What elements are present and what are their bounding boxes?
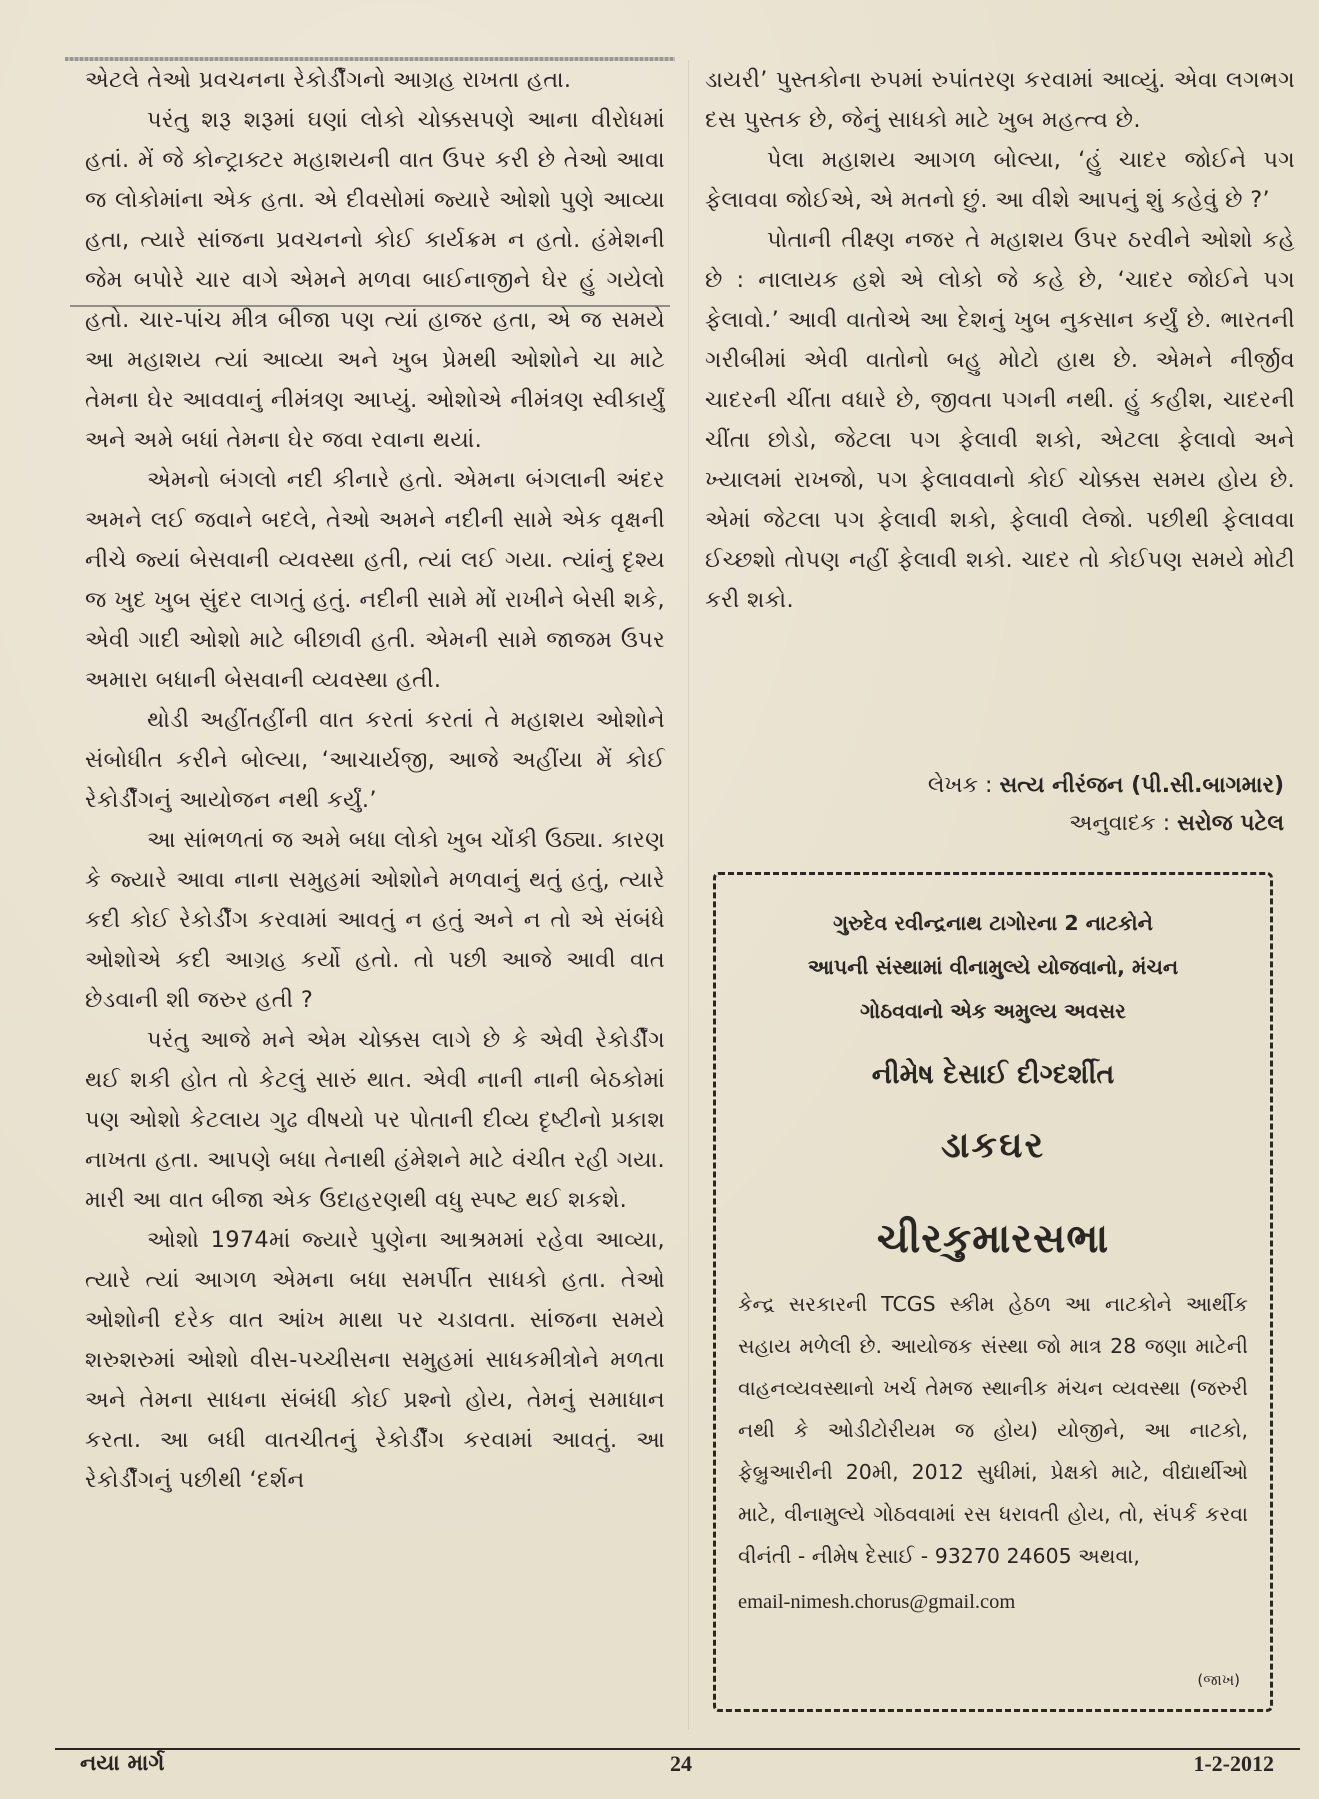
paragraph: એટલે તેઓ પ્રવચનના રેકોર્ડીંગનો આગ્રહ રાખતા હતા. bbox=[85, 67, 572, 93]
paragraph: પરંતુ શરૂ શરૂમાં ઘણાં લોકો ચોક્કસપણે આના વીરોધમાં હતાં. મેં જે કોન્ટ્રાક્ટર મહાશયની વાત ઉપર કરી છે તેઓ આવા જ લોકોમાંના એક હતા. એ દીવસોમાં જ્યારે ઓશો પુણે આવ્યા હતા, ત્યારે સાંજના પ્રવચનનો કોઈ કાર્યક્રમ ન હતો. હંમેશની જેમ બપોરે ચાર વાગે એમને મળવા બાઈનાજીને ઘેર હું ગયેલો હતો. ચાર-પાંચ મીત્ર બીજા પણ ત્યાં હાજર હતા, એ જ સમયે આ મહાશય ત્યાં આવ્યા અને ખુબ પ્રેમથી ઓશોને ચા માટે તેમના ઘેર આવવાનું નીમંત્રણ આપ્યું. ઓશોએ નીમંત્રણ સ્વીકાર્યું અને અમે બધાં તેમના ઘેર જવા રવાના થયાં. bbox=[85, 107, 665, 453]
paragraph: ડાયરી’ પુસ્તકોના રુપમાં રુપાંતરણ કરવામાં આવ્યું. એવા લગભગ દસ પુસ્તક છે, જેનું સાધકો માટે ખુબ મહત્ત્વ છે. bbox=[705, 67, 1295, 133]
ad-headline-2: આપની સંસ્થામાં વીનામુલ્યે યોજવાનો, મંચન bbox=[807, 955, 1179, 979]
ad-director: નીમેષ દેસાઈ દીગ્દર્શીત bbox=[871, 1059, 1115, 1090]
ad-body-text: કેન્દ્ર સરકારની TCGS સ્કીમ હેઠળ આ નાટકોને આર્થીક સહાય મળેલી છે. આયોજક સંસ્થા જો માત્ર 28 જણા માટેની વાહનવ્યવસ્થાનો ખર્ચ તેમજ સ્થાનીક મંચન વ્યવસ્થા (જરુરી નથી કે ઓડીટોરીયમ જ હોય) યોજીને, આ નાટકો, ફેબ્રુઆરીની 20મી, 2012 સુધીમાં, પ્રેક્ષકો માટે, વીદ્યાર્થીઓ માટે, વીનામુલ્યે ગોઠવવામાં રસ ધરાવતી હોય, તો, સંપર્ક કરવા વીનંતી - નીમેષ દેસાઈ - 93270 24605 અથવા, bbox=[738, 1292, 1248, 1568]
paragraph: એમનો બંગલો નદી કીનારે હતો. એમના બંગલાની અંદર અમને લઈ જવાને બદલે, તેઓ અમને નદીની સામે એક વૃક્ષની નીચે જ્યાં બેસવાની વ્યવસ્થા હતી, ત્યાં લઈ ગયા. ત્યાંનું દૃશ્ય જ ખુદ ખુબ સુંદર લાગતું હતું. નદીની સામે મોં રાખીને બેસી શકે, એવી ગાદી ઓશો માટે બીછાવી હતી. એમની સામે જાજમ ઉપર અમારા બધાની બેસવાની વ્યવસ્થા હતી. bbox=[85, 467, 665, 693]
paragraph: પરંતુ આજે મને એમ ચોક્કસ લાગે છે કે એવી રેકોર્ડીંગ થઈ શકી હોત તો કેટલું સારું થાત. એવી નાની નાની બેઠકોમાં પણ ઓશો કેટલાય ગુઢ વીષયો પર પોતાની દીવ્ય દૃષ્ટીનો પ્રકાશ નાખતા હતા. આપણે બધા તેનાથી હંમેશને માટે વંચીત રહી ગયા. મારી આ વાત બીજા એક ઉદાહરણથી વધુ સ્પષ્ટ થઈ શકશે. bbox=[85, 1027, 665, 1213]
ad-headline-3: ગોઠવવાનો એક અમુલ્ય અવસર bbox=[860, 999, 1126, 1023]
left-column bbox=[85, 60, 665, 1500]
advertisement-box bbox=[713, 872, 1273, 1712]
column-divider bbox=[688, 60, 689, 1730]
translator-line bbox=[928, 805, 1284, 843]
right-column bbox=[705, 60, 1295, 620]
ad-play-title-2: ચીરકુમારસભા bbox=[876, 1216, 1110, 1262]
paragraph: આ સાંભળતાં જ અમે બધા લોકો ખુબ ચોંકી ઉઠ્યા. કારણ કે જ્યારે આવા નાના સમુહમાં ઓશોને મળવાનું થતું હતું, ત્યારે કદી કોઈ રેકોર્ડીંગ કરવામાં આવતું ન હતું અને ન તો એ સંબંધે ઓશોએ કદી આગ્રહ કર્યો હતો. તો પછી આજે આવી વાત છેડવાની શી જરુર હતી ? bbox=[85, 827, 665, 1013]
strike-line bbox=[70, 305, 670, 307]
footer-rule bbox=[55, 1748, 1300, 1750]
ad-email[interactable]: email-nimesh.chorus@gmail.com bbox=[738, 1591, 1016, 1613]
paragraph: પેલા મહાશય આગળ બોલ્યા, ‘હું ચાદર જોઈને પગ ફેલાવવા જોઈએ, એ મતનો છું. આ વીશે આપનું શું કહેવું છે ?’ bbox=[705, 147, 1295, 213]
translator-label: અનુવાદક : bbox=[1069, 811, 1171, 836]
author-name: સત્ય નીરંજન (પી.સી.બાગમાર) bbox=[999, 773, 1284, 798]
paragraph: થોડી અહીંતહીંની વાત કરતાં કરતાં તે મહાશય ઓશોને સંબોધીત કરીને બોલ્યા, ‘આચાર્યજી, આજે અહીંયા મેં કોઈ રેકોર્ડીંગનું આયોજન નથી કર્યું.’ bbox=[85, 707, 665, 813]
footer-page-number: 24 bbox=[670, 1751, 692, 1776]
footer-date: 1-2-2012 bbox=[1193, 1751, 1274, 1776]
paragraph: ઓશો 1974માં જ્યારે પુણેના આશ્રમમાં રહેવા આવ્યા, ત્યારે ત્યાં આગળ એમના બધા સમર્પીત સાધકો હતા. તેઓ ઓશોની દરેક વાત આંખ માથા પર ચડાવતા. સાંજના સમયે શરુશરુમાં ઓશો વીસ-પચ્ચીસના સમુહમાં સાધકમીત્રોને મળતા અને તેમના સાધના સંબંધી કોઈ પ્રશ્નો હોય, તેમનું સમાધાન કરતા. આ બધી વાતચીતનું રેકોર્ડીંગ કરવામાં આવતું. આ રેકોર્ડીંગનું પછીથી ‘દર્શન bbox=[85, 1227, 665, 1493]
ad-tag: (જાખ) bbox=[1197, 1671, 1240, 1689]
ad-headline-1: ગુરુદેવ રવીન્દ્રનાથ ટાગોરના 2 નાટકોને bbox=[833, 911, 1153, 935]
author-line bbox=[928, 767, 1284, 805]
footer-publication: નયા માર્ગ bbox=[80, 1751, 165, 1776]
ad-play-title-1: ડાકઘર bbox=[940, 1125, 1046, 1166]
author-label: લેખક : bbox=[927, 773, 993, 798]
paragraph: પોતાની તીક્ષ્ણ નજર તે મહાશય ઉપર ઠરવીને ઓશો કહે છે : નાલાયક હશે એ લોકો જે કહે છે, ‘ચાદર જોઈને પગ ફેલાવો.’ આવી વાતોએ આ દેશનું ખુબ નુકસાન કર્યું છે. ભારતની ગરીબીમાં એવી વાતોનો બહુ મોટો હાથ છે. એમને નીર્જીવ ચાદરની ચીંતા વધારે છે, જીવતા પગની નથી. હું કહીશ, ચાદરની ચીંતા છોડો, જેટલા પગ ફેલાવી શકો, એટલા ફેલાવો અને ખ્યાલમાં રાખજો, પગ ફેલાવવાનો કોઈ ચોક્કસ સમય હોય છે. એમાં જેટલા પગ ફેલાવી શકો, ફેલાવી લેજો. પછીથી ફેલાવવા ઈચ્છશો તોપણ નહીં ફેલાવી શકો. ચાદર તો કોઈપણ સમયે મોટી કરી શકો. bbox=[705, 227, 1295, 613]
translator-name: સરોજ પટેલ bbox=[1177, 811, 1284, 836]
article-credits bbox=[928, 767, 1284, 843]
